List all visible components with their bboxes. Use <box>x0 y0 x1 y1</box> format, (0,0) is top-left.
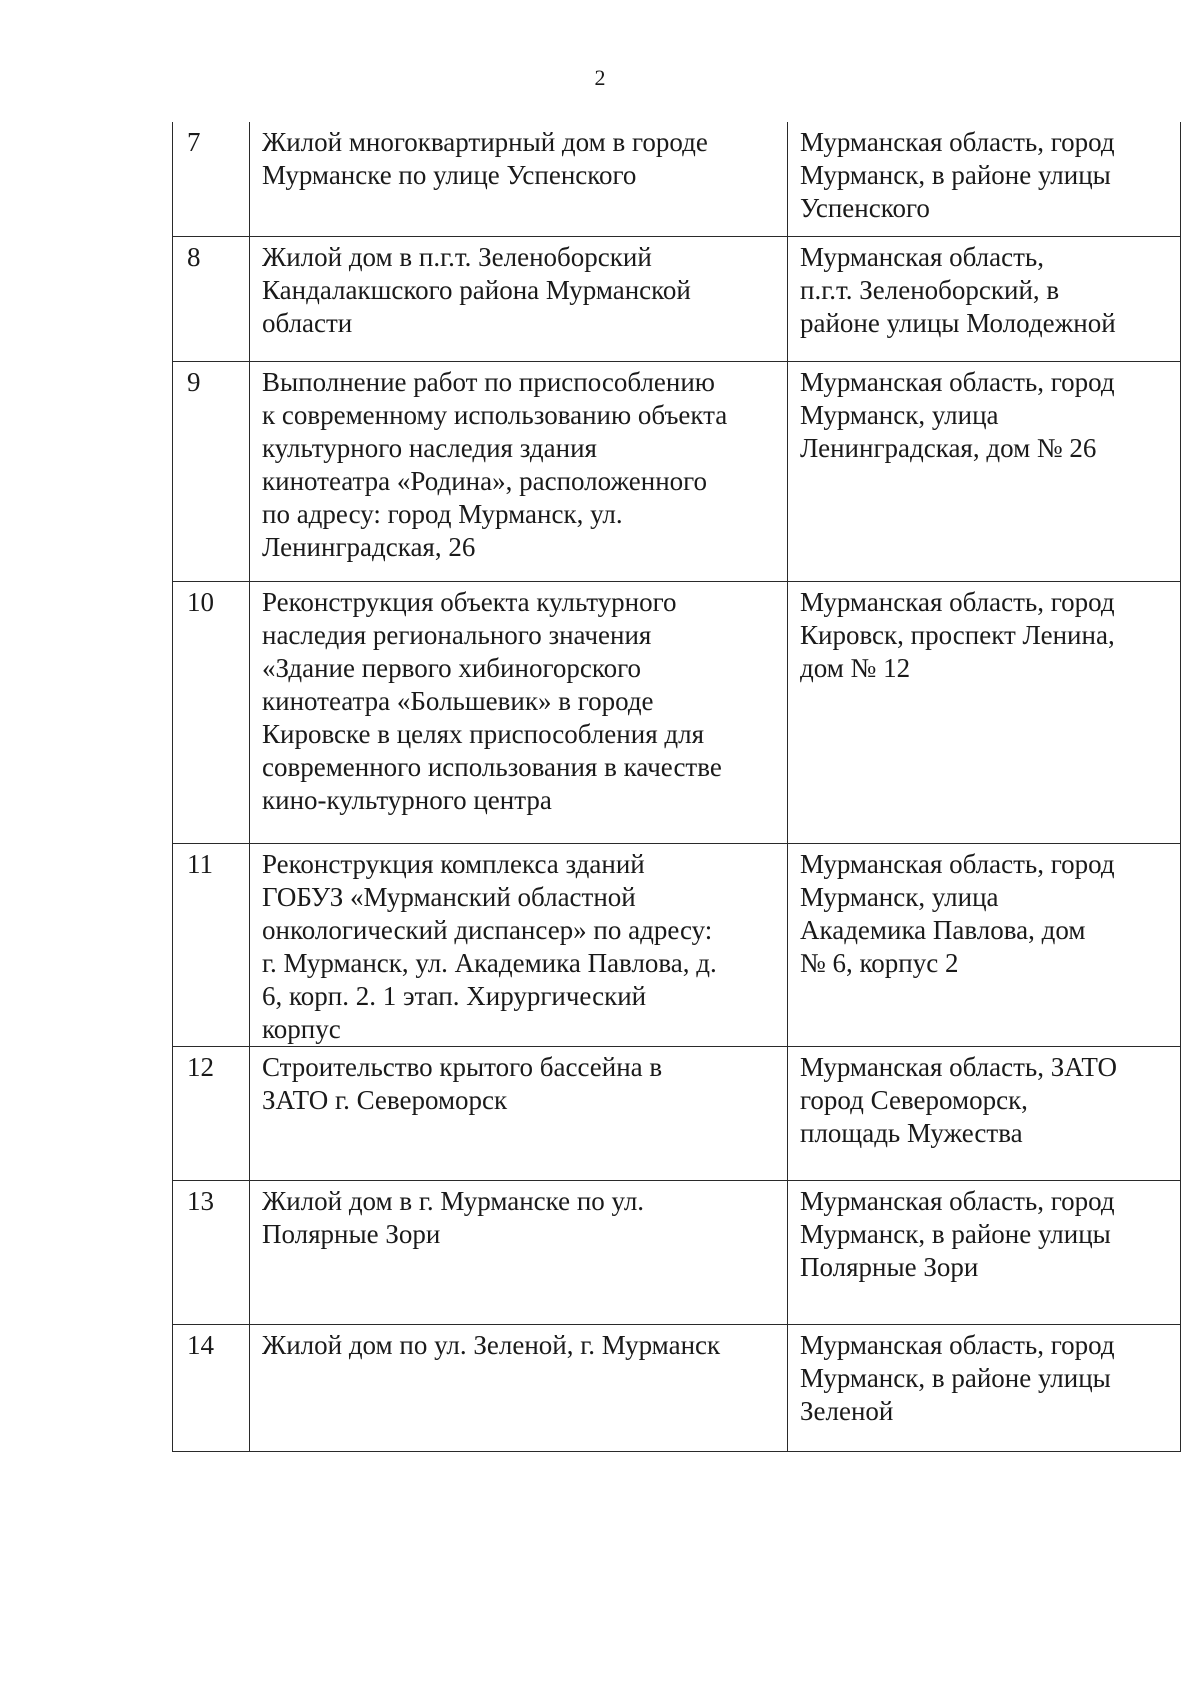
table-row <box>173 361 1181 581</box>
object-address: Мурманская область, город Мурманск, улица Ленинградская, дом № 26 <box>800 366 1115 463</box>
object-address: Мурманская область, город Мурманск, в районе улицы Успенского <box>800 127 1115 223</box>
page-number: 2 <box>594 65 606 90</box>
row-number: 8 <box>173 236 250 361</box>
object-name: Жилой дом по ул. Зеленой, г. Мурманск <box>262 1329 721 1360</box>
object-name: Реконструкция комплекса зданий ГОБУЗ «Мурманский областной онкологический диспансер» по адресу: г. Мурманск, ул. Академика Павлова, д. 6, корп. 2. 1 этап. Хирургический корпус <box>262 848 717 1044</box>
object-address: Мурманская область, город Мурманск, улица Академика Павлова, дом № 6, корпус 2 <box>800 848 1115 978</box>
table-row <box>173 581 1181 843</box>
object-address: Мурманская область, п.г.т. Зеленоборский, в районе улицы Молодежной <box>800 241 1116 338</box>
object-name: Жилой многоквартирный дом в городе Мурманске по улице Успенского <box>262 127 708 190</box>
table-row <box>173 843 1181 1046</box>
row-number: 13 <box>173 1180 250 1324</box>
object-address: Мурманская область, город Кировск, проспект Ленина, дом № 12 <box>800 586 1115 683</box>
object-name: Реконструкция объекта культурного наследия регионального значения «Здание первого хибиногорского кинотеатра «Большевик» в городе Кировске в целях приспособления для современного использования в качестве кино-культурного центра <box>262 586 722 815</box>
row-number: 7 <box>173 122 250 236</box>
object-name: Жилой дом в г. Мурманске по ул. Полярные Зори <box>262 1185 645 1249</box>
table-row <box>173 236 1181 361</box>
table-row <box>173 1180 1181 1324</box>
object-name: Жилой дом в п.г.т. Зеленоборский Кандалакшского района Мурманской области <box>262 241 691 338</box>
row-number: 12 <box>173 1046 250 1180</box>
object-address: Мурманская область, город Мурманск, в районе улицы Полярные Зори <box>800 1185 1115 1282</box>
table-row <box>173 1324 1181 1451</box>
object-name: Строительство крытого бассейна в ЗАТО г. Североморск <box>262 1051 663 1115</box>
object-address: Мурманская область, город Мурманск, в районе улицы Зеленой <box>800 1329 1115 1426</box>
table-row <box>173 1046 1181 1180</box>
table-row <box>173 122 1181 236</box>
row-number: 10 <box>173 581 250 843</box>
objects-table <box>172 122 1181 1452</box>
row-number: 9 <box>173 361 250 581</box>
row-number: 14 <box>173 1324 250 1451</box>
object-name: Выполнение работ по приспособлению к современному использованию объекта культурного наследия здания кинотеатра «Родина», расположенного по адресу: город Мурманск, ул. Ленинградская, 26 <box>262 366 728 562</box>
object-address: Мурманская область, ЗАТО город Североморск, площадь Мужества <box>800 1051 1118 1148</box>
row-number: 11 <box>173 843 250 1046</box>
